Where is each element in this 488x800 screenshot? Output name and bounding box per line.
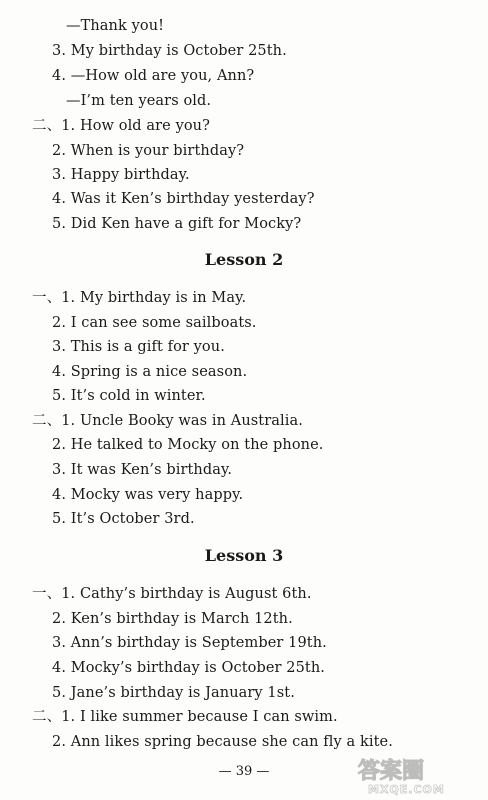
text-line: 5. Did Ken have a gift for Mocky? (52, 216, 302, 232)
text-line: 二、1. Uncle Booky was in Australia. (32, 413, 303, 429)
text-line: —I’m ten years old. (66, 93, 212, 109)
text-line: 2. When is your birthday? (52, 143, 245, 159)
text-line: 4. Mocky was very happy. (52, 487, 244, 503)
text-line: 4. Spring is a nice season. (52, 364, 248, 380)
text-line: 二、1. I like summer because I can swim. (32, 709, 338, 725)
text-line: 3. Happy birthday. (52, 167, 190, 183)
text-line: 5. It’s cold in winter. (52, 388, 206, 404)
watermark-site: MXQE.COM (368, 783, 445, 796)
text-line: 一、1. Cathy’s birthday is August 6th. (32, 586, 312, 602)
watermark-text: 答案圈 (358, 759, 425, 784)
text-line: 4. Mocky’s birthday is October 25th. (52, 660, 326, 676)
text-line: 4. —How old are you, Ann? (52, 68, 255, 84)
watermark-logo (354, 752, 482, 796)
watermark-logo-icon (354, 752, 482, 796)
text-line: 4. Was it Ken’s birthday yesterday? (52, 191, 315, 207)
text-line: 5. Jane’s birthday is January 1st. (52, 685, 295, 701)
page-number: — 39 — (218, 764, 270, 779)
lesson-heading: Lesson 2 (204, 250, 284, 269)
text-line: 二、1. How old are you? (32, 118, 210, 134)
text-line: 3. My birthday is October 25th. (52, 43, 287, 59)
text-line: 3. Ann’s birthday is September 19th. (52, 635, 327, 651)
text-line: 5. It’s October 3rd. (52, 511, 195, 527)
text-line: 2. I can see some sailboats. (52, 315, 257, 331)
text-line: —Thank you! (66, 18, 165, 34)
text-line: 3. It was Ken’s birthday. (52, 462, 233, 478)
text-line: 2. Ken’s birthday is March 12th. (52, 611, 293, 627)
text-line: 2. Ann likes spring because she can fly a kite. (52, 734, 393, 750)
text-line: 3. This is a gift for you. (52, 339, 225, 355)
text-line: 一、1. My birthday is in May. (32, 290, 247, 306)
text-line: 2. He talked to Mocky on the phone. (52, 437, 324, 453)
lesson-heading: Lesson 3 (204, 546, 284, 565)
